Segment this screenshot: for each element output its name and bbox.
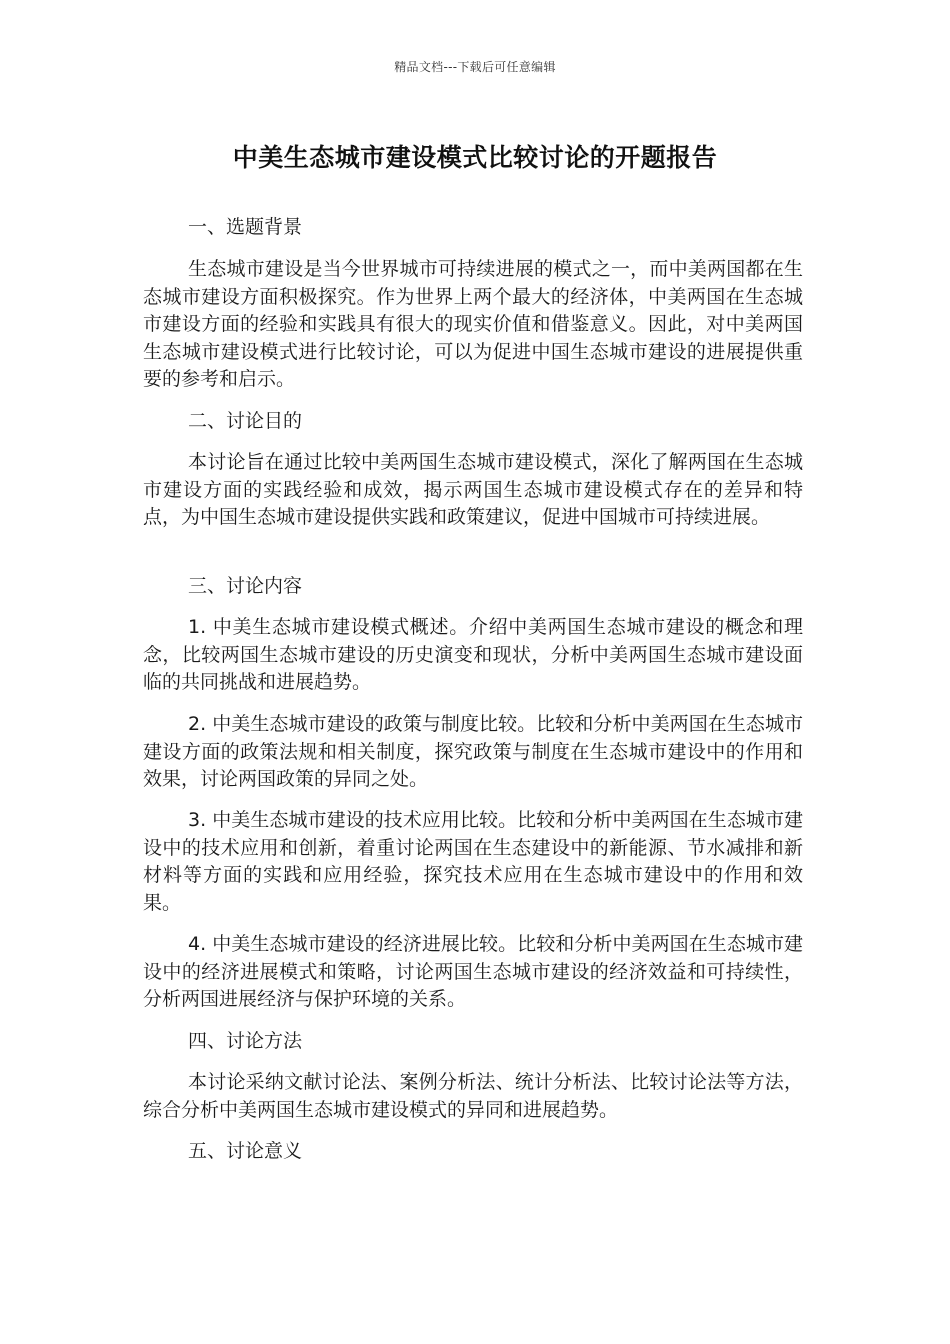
section-heading-purpose: 二、讨论目的 bbox=[188, 410, 303, 432]
section-body-purpose bbox=[143, 449, 803, 532]
section-body-content-1 bbox=[143, 614, 803, 697]
section-body-content-2 bbox=[143, 711, 803, 794]
paragraph: 3. 中美生态城市建设的技术应用比较。比较和分析中美两国在生态城市建设中的技术应用和创新，着重讨论两国在生态建设中的新能源、节水减排和新材料等方面的实践和应用经验，探究技术应用在生态城市建设中的作用和效果。 bbox=[143, 809, 803, 914]
section-body-method bbox=[143, 1069, 803, 1124]
paragraph: 4. 中美生态城市建设的经济进展比较。比较和分析中美两国在生态城市建设中的经济进展模式和策略，讨论两国生态城市建设的经济效益和可持续性，分析两国进展经济与保护环境的关系。 bbox=[143, 933, 803, 1010]
paragraph: 本讨论采纳文献讨论法、案例分析法、统计分析法、比较讨论法等方法，综合分析中美两国生态城市建设模式的异同和进展趋势。 bbox=[143, 1071, 803, 1121]
section-heading-method: 四、讨论方法 bbox=[188, 1030, 303, 1052]
section-heading-content: 三、讨论内容 bbox=[188, 575, 303, 597]
paragraph: 2. 中美生态城市建设的政策与制度比较。比较和分析中美两国在生态城市建设方面的政策法规和相关制度，探究政策与制度在生态城市建设中的作用和效果，讨论两国政策的异同之处。 bbox=[143, 713, 803, 790]
section-body-background bbox=[143, 256, 803, 394]
document-title: 中美生态城市建设模式比较讨论的开题报告 bbox=[232, 143, 718, 172]
section-body-content-4 bbox=[143, 931, 803, 1014]
paragraph: 生态城市建设是当今世界城市可持续进展的模式之一，而中美两国都在生态城市建设方面积极探究。作为世界上两个最大的经济体，中美两国在生态城市建设方面的经验和实践具有很大的现实价值和借鉴意义。因此，对中美两国生态城市建设模式进行比较讨论，可以为促进中国生态城市建设的进展提供重要的参考和启示。 bbox=[143, 258, 803, 390]
section-heading-background: 一、选题背景 bbox=[188, 216, 303, 238]
paragraph: 1. 中美生态城市建设模式概述。介绍中美两国生态城市建设的概念和理念，比较两国生态城市建设的历史演变和现状，分析中美两国生态城市建设面临的共同挑战和进展趋势。 bbox=[143, 616, 803, 693]
section-heading-significance: 五、讨论意义 bbox=[188, 1140, 303, 1162]
header-note: 精品文档---下载后可任意编辑 bbox=[394, 60, 556, 74]
paragraph: 本讨论旨在通过比较中美两国生态城市建设模式，深化了解两国在生态城市建设方面的实践经验和成效，揭示两国生态城市建设模式存在的差异和特点，为中国生态城市建设提供实践和政策建议，促进中国城市可持续进展。 bbox=[143, 451, 803, 528]
section-body-content-3 bbox=[143, 807, 803, 917]
